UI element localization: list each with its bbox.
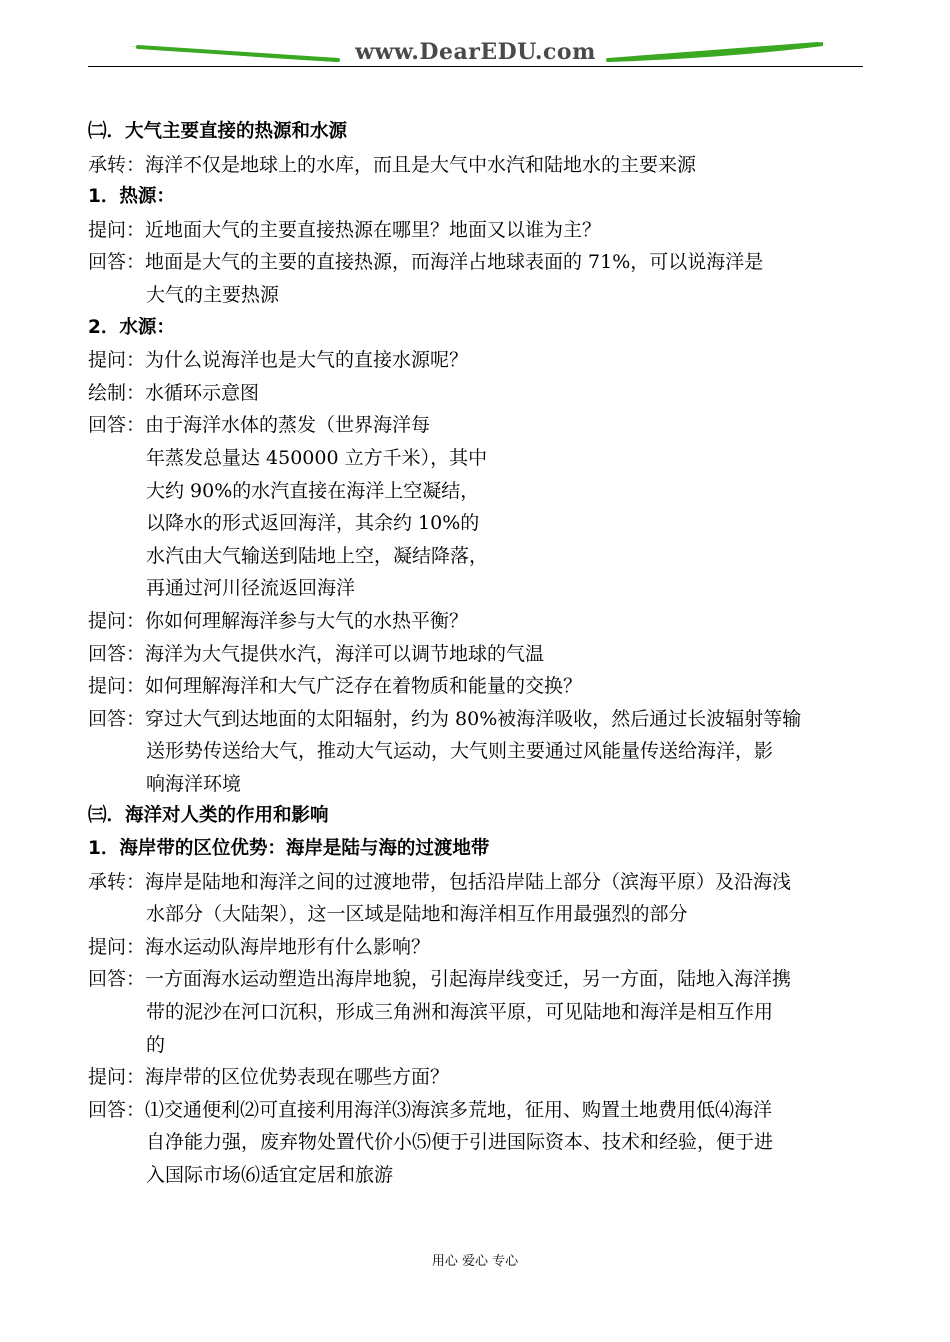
text-line: 再通过河川径流返回海洋 (146, 577, 356, 600)
text-line: 回答：地面是大气的主要的直接热源，而海洋占地球表面的 71%，可以说海洋是 (88, 251, 764, 274)
text-line: 带的泥沙在河口沉积，形成三角洲和海滨平原，可见陆地和海洋是相互作用 (146, 1001, 774, 1024)
header-divider (88, 66, 863, 67)
site-logo-text: www.DearEDU.com (355, 39, 596, 65)
text-line: 回答：⑴交通便利⑵可直接利用海洋⑶海滨多荒地，征用、购置土地费用低⑷海洋 (88, 1098, 773, 1121)
text-line: 响海洋环境 (146, 772, 242, 795)
text-line: 回答：一方面海水运动塑造出海岸地貌，引起海岸线变迁，另一方面，陆地入海洋携 (88, 968, 792, 991)
text-line: 大气的主要热源 (146, 283, 280, 306)
document-body (88, 116, 868, 1192)
text-line: 水汽由大气输送到陆地上空，凝结降落， (146, 544, 489, 567)
section-heading: 2．水源： (88, 316, 175, 338)
text-line: 提问：海岸带的区位优势表现在哪些方面？ (88, 1066, 450, 1089)
page-header (88, 36, 863, 70)
section-heading: 1．热源： (88, 186, 175, 208)
text-line: 提问：近地面大气的主要直接热源在哪里？地面又以谁为主？ (88, 218, 602, 241)
text-line: 送形势传送给大气，推动大气运动，大气则主要通过风能量传送给海洋，影 (146, 740, 774, 763)
text-line: 回答：海洋为大气提供水汽，海洋可以调节地球的气温 (88, 642, 545, 665)
text-line: 绘制：水循环示意图 (88, 381, 260, 404)
text-line: 回答：穿过大气到达地面的太阳辐射，约为 80%被海洋吸收，然后通过长波辐射等输 (88, 707, 802, 730)
section-heading: ㈢．海洋对人类的作用和影响 (88, 805, 329, 827)
text-line: 回答：由于海洋水体的蒸发（世界海洋每 (88, 414, 431, 437)
text-line: 以降水的形式返回海洋，其余约 10%的 (146, 512, 480, 535)
text-line: 自净能力强，废弃物处置代价小⑸便于引进国际资本、技术和经验，便于进 (146, 1131, 774, 1154)
text-line: 承转：海岸是陆地和海洋之间的过渡地带，包括沿岸陆上部分（滨海平原）及沿海浅 (88, 870, 792, 893)
section-heading: ㈡．大气主要直接的热源和水源 (88, 121, 348, 142)
text-line: 承转：海洋不仅是地球上的水库，而且是大气中水汽和陆地水的主要来源 (88, 153, 697, 176)
text-line: 年蒸发总量达 450000 立方千米），其中 (146, 446, 488, 469)
page-footer: 用心 爱心 专心 (431, 1254, 519, 1269)
text-line: 入国际市场⑹适宜定居和旅游 (146, 1164, 394, 1186)
text-line: 提问：你如何理解海洋参与大气的水热平衡？ (88, 609, 469, 632)
section-heading: 1．海岸带的区位优势：海岸是陆与海的过渡地带 (88, 838, 490, 860)
text-line: 提问：如何理解海洋和大气广泛存在着物质和能量的交换？ (88, 675, 583, 698)
text-line: 大约 90%的水汽直接在海洋上空凝结， (146, 479, 480, 502)
text-line: 提问：为什么说海洋也是大气的直接水源呢？ (88, 349, 469, 372)
text-line: 提问：海水运动队海岸地形有什么影响？ (88, 935, 431, 958)
text-line: 水部分（大陆架），这一区域是陆地和海洋相互作用最强烈的部分 (146, 903, 688, 926)
text-line: 的 (146, 1033, 166, 1056)
